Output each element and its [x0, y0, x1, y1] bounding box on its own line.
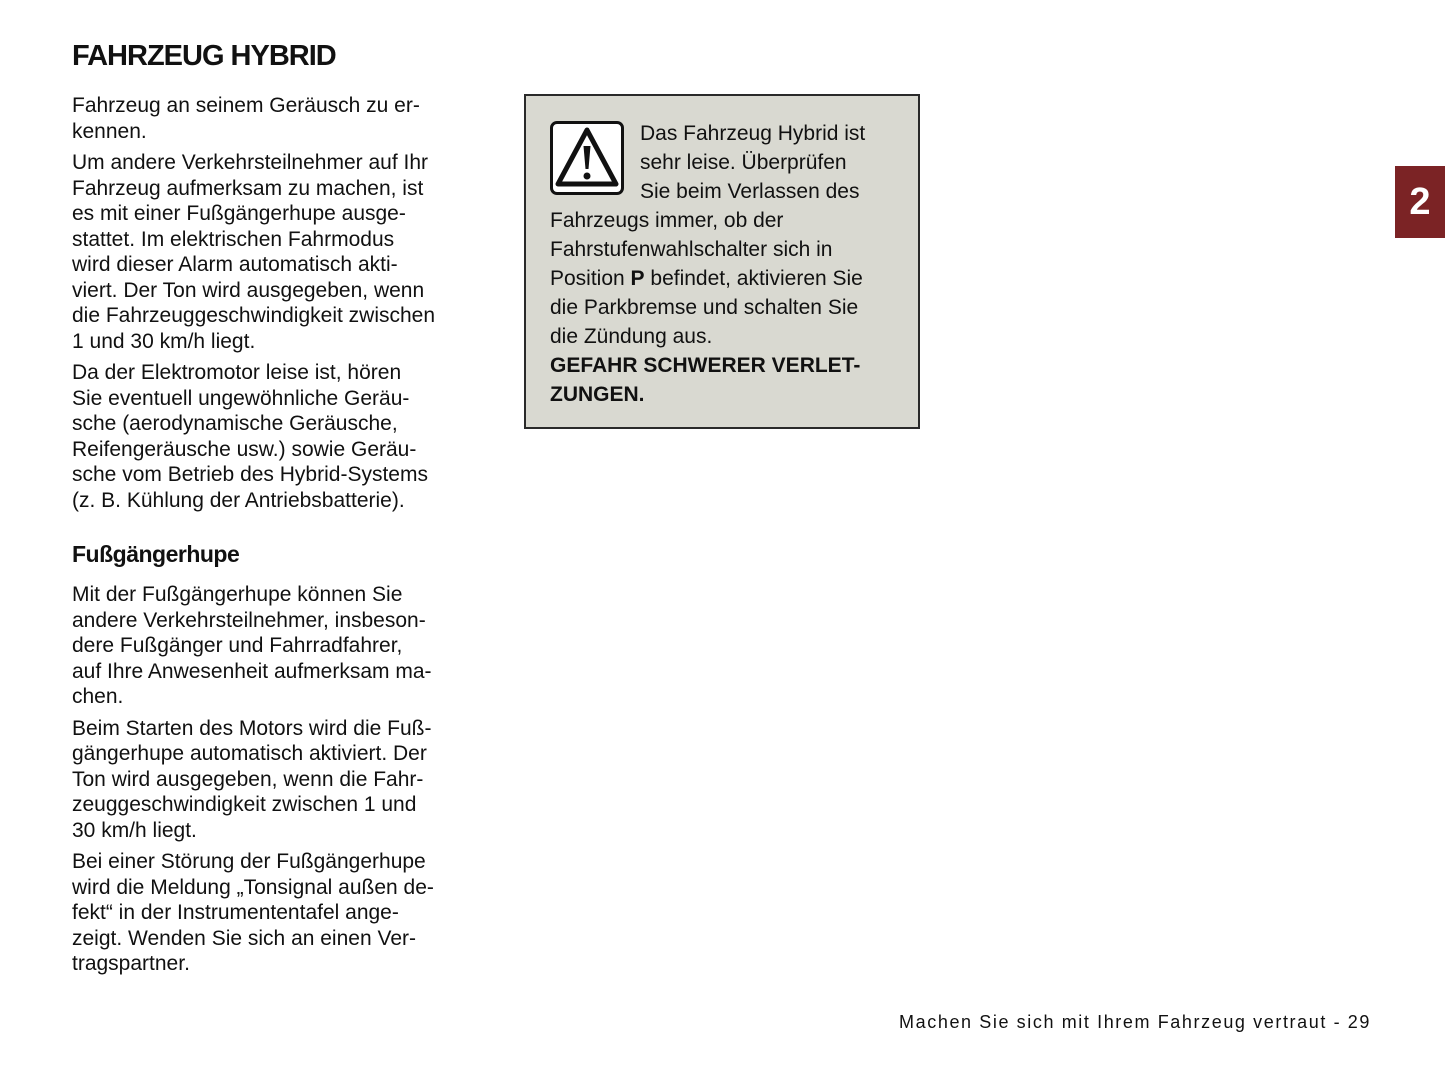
chapter-tab: 2 — [1395, 166, 1445, 238]
danger-notice: GEFAHR SCHWERER VERLET- ZUNGEN. — [550, 354, 861, 406]
warning-text-after: befindet, aktivieren Sie die Parkbremse und schalten Sie die Zündung aus. — [550, 267, 863, 348]
gear-position-label: P — [630, 267, 645, 290]
paragraph-horn-usage: Mit der Fußgängerhupe können Sie andere Verkehrsteilnehmer, insbeson- dere Fußgänger und Fahrradfahrer, auf Ihre Anwesenheit aufmerksam ma- chen. — [72, 583, 432, 708]
section-heading: Fußgängerhupe — [72, 541, 240, 567]
main-column — [72, 93, 477, 983]
warning-triangle-icon — [550, 121, 624, 195]
paragraph-horn-fault: Bei einer Störung der Fußgängerhupe wird die Meldung „Tonsignal außen de- fekt“ in der Instrumententafel ange- zeigt. Wenden Sie sich an einen Ver- tragspartner. — [72, 850, 434, 975]
page-title: FAHRZEUG HYBRID — [72, 40, 336, 72]
paragraph-intro: Fahrzeug an seinem Geräusch zu er- kennen. — [72, 94, 420, 143]
paragraph-horn-activation: Beim Starten des Motors wird die Fuß- gängerhupe automatisch aktiviert. Der Ton wird ausgegeben, wenn die Fahr- zeuggeschwindigkeit zwischen 1 und 30 km/h liegt. — [72, 716, 432, 842]
warning-text-before: Das Fahrzeug Hybrid ist sehr leise. Überprüfen Sie beim Verlassen des Fahrzeugs immer, ob der Fahrstufenwahlschalter sich in Position — [550, 122, 866, 290]
paragraph-engine-noise: Da der Elektromotor leise ist, hören Sie eventuell ungewöhnliche Geräu- sche (aerodynamische Geräusche, Reifengeräusche usw.) sowie Geräu- sche vom Betrieb des Hybrid-Systems (z. B. Kühlung der Antriebsbatterie). — [72, 361, 428, 512]
warning-box — [524, 94, 920, 429]
paragraph-pedestrian-alert: Um andere Verkehrsteilnehmer auf Ihr Fahrzeug aufmerksam zu machen, ist es mit einer Fußgängerhupe ausge- stattet. Im elektrischen Fahrmodus wird dieser Alarm automatisch akti- viert. Der Ton wird ausgegeben, wenn die Fahrzeuggeschwindigkeit zwischen 1 und 30 km/h liegt. — [72, 151, 436, 353]
page-footer: Machen Sie sich mit Ihrem Fahrzeug vertraut - 29 — [899, 1012, 1371, 1032]
